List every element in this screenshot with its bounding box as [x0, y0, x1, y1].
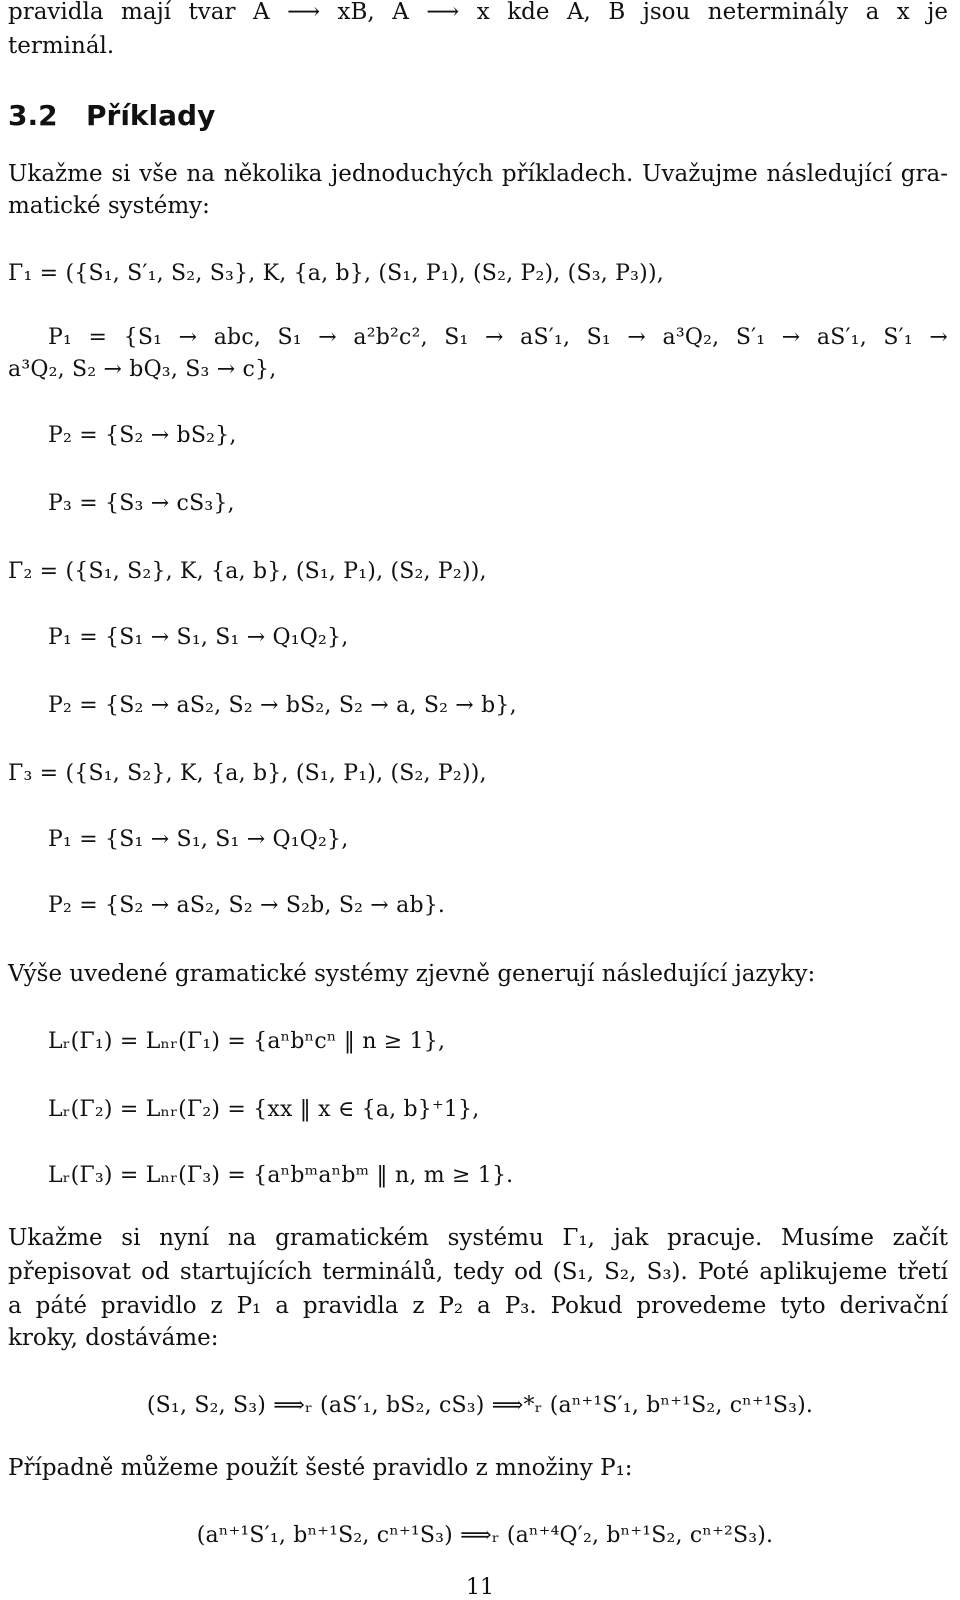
gamma3-p1: P₁ = {S₁ → S₁, S₁ → Q₁Q₂},: [48, 827, 349, 852]
gamma1-p1-line-2: a³Q₂, S₂ → bQ₃, S₃ → c},: [8, 357, 277, 382]
paragraph-3-line-1: Ukažme si nyní na gramatickém systému Γ₁, jak pracuje. Musíme začít: [8, 1225, 948, 1251]
derivation-1: (S₁, S₂, S₃) ⟹ᵣ (aS′₁, bS₂, cS₃) ⟹*ᵣ (aⁿ⁺¹S′₁, bⁿ⁺¹S₂, cⁿ⁺¹S₃).: [146, 1393, 814, 1418]
gamma1-definition: Γ₁ = ({S₁, S′₁, S₂, S₃}, K, {a, b}, (S₁, P₁), (S₂, P₂), (S₃, P₃)),: [8, 261, 664, 286]
section-heading: [8, 100, 948, 132]
paragraph-1-line-2: matické systémy:: [8, 193, 210, 219]
gamma1-p2: P₂ = {S₂ → bS₂},: [48, 423, 237, 448]
gamma2-definition: Γ₂ = ({S₁, S₂}, K, {a, b}, (S₁, P₁), (S₂, P₂)),: [8, 559, 487, 584]
page-number: 11: [466, 1575, 494, 1600]
derivation-2: (aⁿ⁺¹S′₁, bⁿ⁺¹S₂, cⁿ⁺¹S₃) ⟹ᵣ (aⁿ⁺⁴Q′₂, bⁿ⁺¹S₂, cⁿ⁺²S₃).: [196, 1523, 774, 1548]
section-title: Příklady: [86, 99, 216, 132]
paragraph-2: Výše uvedené gramatické systémy zjevně generují následující jazyky:: [8, 961, 816, 987]
language-2: Lᵣ(Γ₂) = Lₙᵣ(Γ₂) = {xx ‖ x ∈ {a, b}⁺1},: [48, 1097, 480, 1122]
intro-line-1: pravidla mají tvar A ⟶ xB, A ⟶ x kde A, B jsou neterminály a x je: [8, 0, 948, 25]
paragraph-4: Případně můžeme použít šesté pravidlo z množiny P₁:: [8, 1455, 633, 1481]
section-number: 3.2: [8, 99, 58, 132]
intro-line-2: terminál.: [8, 33, 115, 59]
gamma2-p2: P₂ = {S₂ → aS₂, S₂ → bS₂, S₂ → a, S₂ → b},: [48, 693, 517, 718]
paragraph-1-line-1: Ukažme si vše na několika jednoduchých příkladech. Uvažujme následující gra-: [8, 161, 948, 187]
gamma1-p3: P₃ = {S₃ → cS₃},: [48, 491, 235, 516]
gamma3-p2: P₂ = {S₂ → aS₂, S₂ → S₂b, S₂ → ab}.: [48, 893, 446, 918]
paragraph-3-line-4: kroky, dostáváme:: [8, 1325, 219, 1351]
gamma2-p1: P₁ = {S₁ → S₁, S₁ → Q₁Q₂},: [48, 625, 349, 650]
gamma1-p1-line-1: P₁ = {S₁ → abc, S₁ → a²b²c², S₁ → aS′₁, S₁ → a³Q₂, S′₁ → aS′₁, S′₁ →: [48, 325, 948, 350]
gamma3-definition: Γ₃ = ({S₁, S₂}, K, {a, b}, (S₁, P₁), (S₂, P₂)),: [8, 761, 487, 786]
paragraph-3-line-2: přepisovat od startujících terminálů, tedy od (S₁, S₂, S₃). Poté aplikujeme třetí: [8, 1259, 948, 1285]
language-1: Lᵣ(Γ₁) = Lₙᵣ(Γ₁) = {aⁿbⁿcⁿ ‖ n ≥ 1},: [48, 1029, 446, 1054]
paragraph-3-line-3: a páté pravidlo z P₁ a pravidla z P₂ a P₃. Pokud provedeme tyto derivační: [8, 1293, 948, 1319]
language-3: Lᵣ(Γ₃) = Lₙᵣ(Γ₃) = {aⁿbᵐaⁿbᵐ ‖ n, m ≥ 1}.: [48, 1163, 514, 1188]
